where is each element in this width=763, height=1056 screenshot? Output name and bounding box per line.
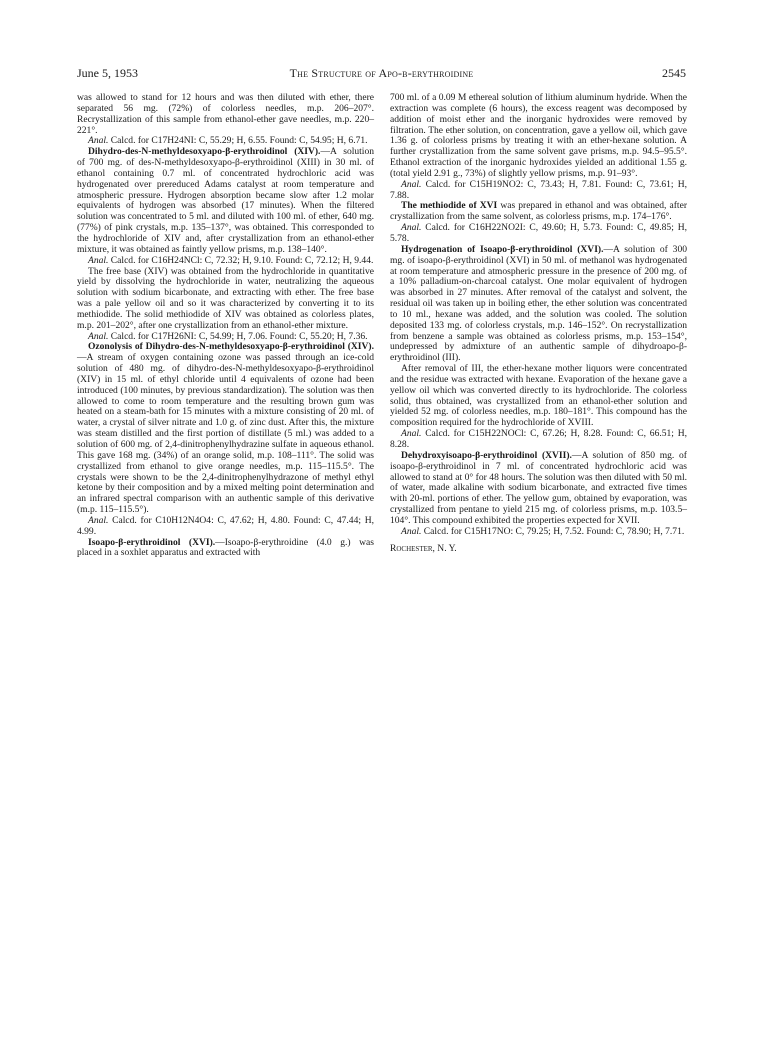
anal-label: Anal.	[88, 135, 109, 147]
analysis-paragraph	[390, 527, 687, 538]
anal-label: Anal.	[401, 525, 422, 537]
section-title: Ozonolysis of Dihydro-des-N-methyldesoxyapo-β-erythroidinol (XIV).	[88, 341, 374, 353]
page-number: 2545	[662, 66, 686, 80]
section-title: Dehydroxyisoapo-β-erythroidinol (XVII).	[401, 449, 572, 461]
analysis-text: Calcd. for C15H22NOCl: C, 67.26; H, 8.28. Found: C, 66.51; H, 8.28.	[390, 428, 687, 450]
analysis-text: Calcd. for C15H19NO2: C, 73.43; H, 7.81. Found: C, 73.61; H, 7.88.	[390, 178, 687, 201]
header-title: The Structure of Apo-β-erythroidine	[289, 66, 474, 80]
paragraph: was allowed to stand for 12 hours and was then diluted with ether, there separated 56 mg. (72%) of colorless needles, m.p. 206–207°. Recrystallization of this sample from ethanol-ether gave needles, m.p. 220–221°.	[77, 92, 374, 136]
analysis-text: Calcd. for C16H22NO2I: C, 49.60; H, 5.73. Found: C, 49.85; H, 5.78.	[390, 222, 687, 244]
analysis-paragraph	[390, 180, 687, 202]
author-location: Rochester, N. Y.	[390, 542, 457, 554]
right-column	[390, 93, 687, 554]
analysis-text: Calcd. for C10H12N4O4: C, 47.62; H, 4.80. Found: C, 47.44; H, 4.99.	[77, 514, 374, 537]
section-paragraph	[77, 538, 374, 560]
section-text: —Isoapo-β-erythroidine (4.0 g.) was placed in a soxhlet apparatus and extracted with	[77, 536, 374, 559]
analysis-text: Calcd. for C17H24NI: C, 55.29; H, 6.55. Found: C, 54.95; H, 6.71.	[108, 135, 368, 147]
section-title: The methiodide of XVI	[401, 200, 498, 212]
section-title: Isoapo-β-erythroidinol (XVI).	[88, 536, 216, 548]
section-text: —A solution of 700 mg. of des-N-methyldesoxyapo-β-erythroidinol (XIII) in 30 ml. of ethanol containing 0.7 ml. of concentrated hydrochloric acid was hydrogenated over prereduced Adams catalyst at room temperature and atmospheric pressure. Hydrogen absorption became slow after 1.2 molar equivalents of hydrogen was absorbed (17 minutes). When the filtered solution was concentrated to 5 ml. and diluted with 100 ml. of ether, 640 mg. (77%) of pink crystals, m.p. 135–137°, was obtained. This corresponded to the hydrochloride of XIV and, after crystallization from an ethanol-ether mixture, it was obtained as faintly yellow prisms, m.p. 138–140°.	[77, 146, 374, 255]
analysis-text: Calcd. for C17H26NI: C, 54.99; H, 7.06. Found: C, 55.20; H, 7.36.	[108, 330, 368, 342]
anal-label: Anal.	[88, 514, 109, 526]
anal-label: Anal.	[401, 222, 422, 234]
anal-label: Anal.	[401, 178, 422, 190]
analysis-text: Calcd. for C16H24NCl: C, 72.32; H, 9.10. Found: C, 72.12; H, 9.44.	[108, 254, 374, 266]
paragraph: 700 ml. of a 0.09 M ethereal solution of lithium aluminum hydride. When the extraction was complete (6 hours), the excess reagent was decomposed by addition of moist ether and the inorganic hydroxides were removed by filtration. The ether solution, on concentration, gave a yellow oil, which gave 1.36 g. of colorless prisms by treating it with an ether-hexane solution. A further crystallization from the same solvent gave prisms, m.p. 94.5–95.5°. Ethanol extraction of the inorganic hydroxides yielded an additional 1.55 g. (total yield 2.91 g., 73%) of slightly yellow prisms, m.p. 91–93°.	[390, 92, 687, 179]
header-date: June 5, 1953	[77, 66, 138, 80]
analysis-paragraph	[390, 429, 687, 451]
anal-label: Anal.	[88, 254, 109, 266]
analysis-text: Calcd. for C15H17NO: C, 79.25; H, 7.52. Found: C, 78.90; H, 7.71.	[421, 525, 685, 537]
section-title: Dihydro-des-N-methyldesoxyapo-β-erythroidinol (XIV).	[88, 146, 321, 158]
anal-label: Anal.	[401, 428, 422, 440]
paragraph: The free base (XIV) was obtained from the hydrochloride in quantitative yield by dissolving the hydrochloride in water, neutralizing the aqueous solution with sodium bicarbonate, and extracting with ether. The free base was a pale yellow oil and so it was characterized by converting it to its methiodide. The solid methiodide of XIV was obtained as colorless plates, m.p. 201–202°, after one crystallization from an ethanol-ether mixture.	[77, 265, 374, 331]
analysis-paragraph	[77, 516, 374, 538]
section-paragraph	[77, 342, 374, 516]
paragraph: After removal of III, the ether-hexane mother liquors were concentrated and the residue was extracted with hexane. Evaporation of the hexane gave a yellow oil which was converted directly to its hydrochloride. The colorless solid, thus obtained, was crystallized from an ethanol-ether solution and yielded 52 mg. of colorless needles, m.p. 180–181°. This compound has the composition required for the hydrochloride of XVIII.	[390, 363, 687, 429]
section-text: —A solution of 300 mg. of isoapo-β-erythroidinol (XVI) in 50 ml. of methanol was hydrogenated at room temperature and atmospheric pressure in the presence of 200 mg. of a 10% palladium-on-charcoal catalyst. One molar equivalent of hydrogen was absorbed in 27 minutes. After removal of the catalyst and solvent, the residual oil was taken up in boiling ether, the ether solution was concentrated to 10 ml., hexane was added, and the solution was cooled. The solution deposited 133 mg. of colorless crystals, m.p. 146–152°. On recrystallization from benzene a sample was obtained as colorless prisms, m.p. 153–154°, undepressed by admixture of an authentic sample of dihydroapo-β-erythroidinol (III).	[390, 243, 687, 364]
section-title: Hydrogenation of Isoapo-β-erythroidinol (XVI).	[401, 243, 604, 255]
running-header	[77, 66, 686, 82]
analysis-paragraph	[390, 223, 687, 245]
left-column	[77, 93, 374, 559]
section-paragraph	[390, 201, 687, 223]
anal-label: Anal.	[88, 330, 109, 342]
section-paragraph	[77, 147, 374, 255]
section-text: —A solution of 850 mg. of isoapo-β-erythroidinol in 7 ml. of concentrated hydrochloric acid was allowed to stand at 0° for 48 hours. The solution was then diluted with 50 ml. of water, made alkaline with sodium bicarbonate, and extracted five times with 20-ml. portions of ether. The yellow gum, obtained by evaporation, was crystallized from pentane to yield 215 mg. of colorless prisms, m.p. 103.5–104°. This compound exhibited the properties expected for XVII.	[390, 449, 687, 526]
section-paragraph	[390, 245, 687, 364]
section-text: was prepared in ethanol and was obtained, after crystallization from the same solvent, as colorless prisms, m.p. 174–176°.	[390, 200, 688, 223]
section-paragraph	[390, 451, 687, 527]
section-text: —A stream of oxygen containing ozone was passed through an ice-cold solution of 480 mg. of dihydro-des-N-methyldesoxyapo-β-erythroidinol (XIV) in 15 ml. of ethyl chloride until 4 equivalents of ozone had been introduced (100 minutes, by previous standardization). The solution was then allowed to come to room temperature and the resulting brown gum was heated on a steam-bath for 15 minutes with a mixture consisting of 20 ml. of water, a crystal of silver nitrate and 1.0 g. of zinc dust. After this, the mixture was steam distilled and the first portion of distillate (5 ml.) was added to a solution of 600 mg. of 2,4-dinitrophenylhydrazine sulfate in aqueous ethanol. This gave 168 mg. (34%) of an orange solid, m.p. 108–111°. The solid was crystallized from ethanol to give orange needles, m.p. 115–115.5°. The crystals were shown to be the 2,4-dinitrophenylhydrazone of methyl ethyl ketone by their composition and by a mixed melting point determination and an infrared spectral comparison with an authentic sample of this derivative (m.p. 115–115.5°).	[77, 352, 374, 516]
analysis-paragraph	[77, 256, 374, 267]
